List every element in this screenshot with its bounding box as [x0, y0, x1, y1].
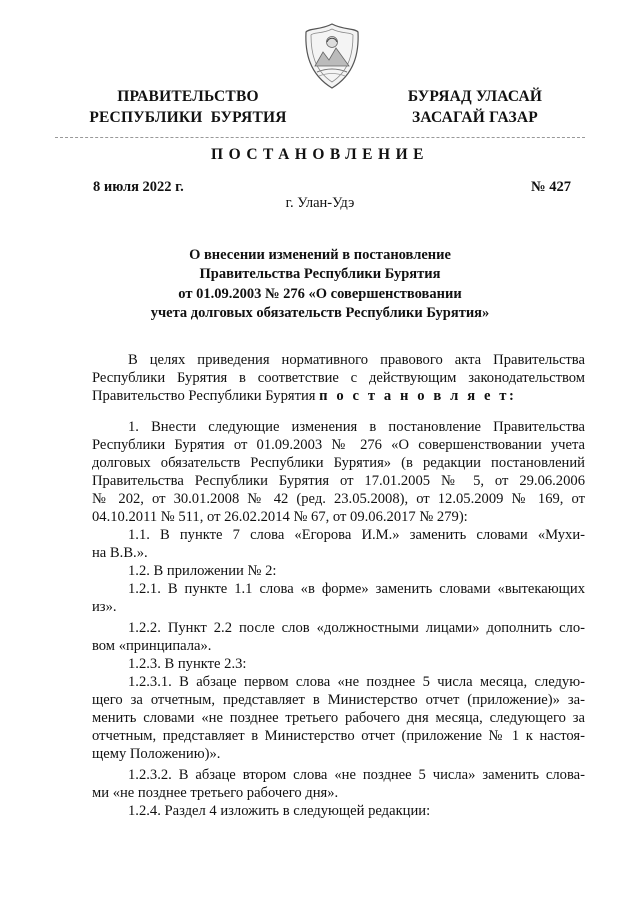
body-line: из». [92, 599, 117, 615]
body-line: № 202, от 30.01.2008 № 42 (ред. 23.05.2008), от 12.05.2009 № 169, от [92, 491, 585, 507]
body-line: вом «принципала». [92, 638, 212, 654]
body-line: 1.2. В приложении № 2: [128, 563, 277, 579]
government-name-ru: ПРАВИТЕЛЬСТВО РЕСПУБЛИКИ БУРЯТИЯ [89, 88, 287, 126]
body-line: Республики Бурятия в соответствие с действующим законодательством [92, 370, 585, 386]
body-line: 1.2.1. В пункте 1.1 слова «в форме» заменить словами «вытекающих [128, 581, 585, 597]
body-line: щего за отчетным, представляет в Министерство отчет (приложение)» за- [92, 692, 585, 708]
body-line: щему Положению)». [92, 746, 221, 762]
body-line: 1. Внести следующие изменения в постановление Правительства [128, 419, 585, 435]
title-line: О внесении изменений в постановление [189, 247, 451, 263]
body-line: 1.1. В пункте 7 слова «Егорова И.М.» заменить словами «Мухи- [128, 527, 585, 543]
body-line: Правительства Республики Бурятия от 17.01.2005 № 5, от 29.06.2006 [92, 473, 585, 489]
title-line: учета долговых обязательств Республики Бурятия» [150, 305, 490, 322]
title-line: от 01.09.2003 № 276 «О совершенствовании [178, 285, 462, 302]
body-line: 1.2.3.2. В абзаце втором слова «не позднее 5 числа» заменить слова- [128, 767, 585, 783]
title-line: Правительства Республики Бурятия [199, 266, 441, 283]
body-line: Республики Бурятия от 01.09.2003 № 276 «О совершенствовании учета [92, 437, 585, 453]
body-line: 1.2.2. Пункт 2.2 после слов «должностными лицами» дополнить сло- [128, 620, 585, 636]
body-line: 1.2.3. В пункте 2.3: [128, 656, 247, 672]
government-name-bua: БУРЯАД УЛАСАЙ ЗАСАГАЙ ГАЗАР [407, 88, 543, 126]
body-line: 1.2.4. Раздел 4 изложить в следующей редакции: [128, 803, 431, 819]
body-line: на В.В.». [92, 545, 148, 561]
body-line: 1.2.3.1. В абзаце первом слова «не позднее 5 числа месяца, следую- [128, 674, 585, 690]
document-type: ПОСТАНОВЛЕНИЕ [211, 146, 429, 163]
body-line: ми «не позднее третьего рабочего дня». [92, 785, 339, 801]
body-line: Правительство Республики Бурятия п о с т а н о в л я е т: [92, 388, 517, 404]
decree-keyword: п о с т а н о в л я е т: [319, 388, 517, 404]
document-city: г. Улан-Удэ [285, 195, 355, 211]
body-line: 04.10.2011 № 511, от 26.02.2014 № 67, от 09.06.2017 № 279): [92, 509, 468, 525]
document-date: 8 июля 2022 г. [93, 179, 184, 195]
header-divider [55, 137, 585, 138]
body-line: долговых обязательств Республики Бурятия» (в редакции постановлений [92, 455, 585, 471]
document-title [120, 246, 520, 324]
body-line: В целях приведения нормативного правового акта Правительства [128, 352, 585, 368]
document-number: № 427 [531, 179, 571, 195]
body-line: отчетным, представляет в Министерство отчет (приложение № 1 к настоя- [92, 728, 585, 744]
republic-emblem-icon [303, 22, 361, 90]
body-line: менить словами «не позднее третьего рабочего дня месяца, следующего за [92, 710, 585, 726]
